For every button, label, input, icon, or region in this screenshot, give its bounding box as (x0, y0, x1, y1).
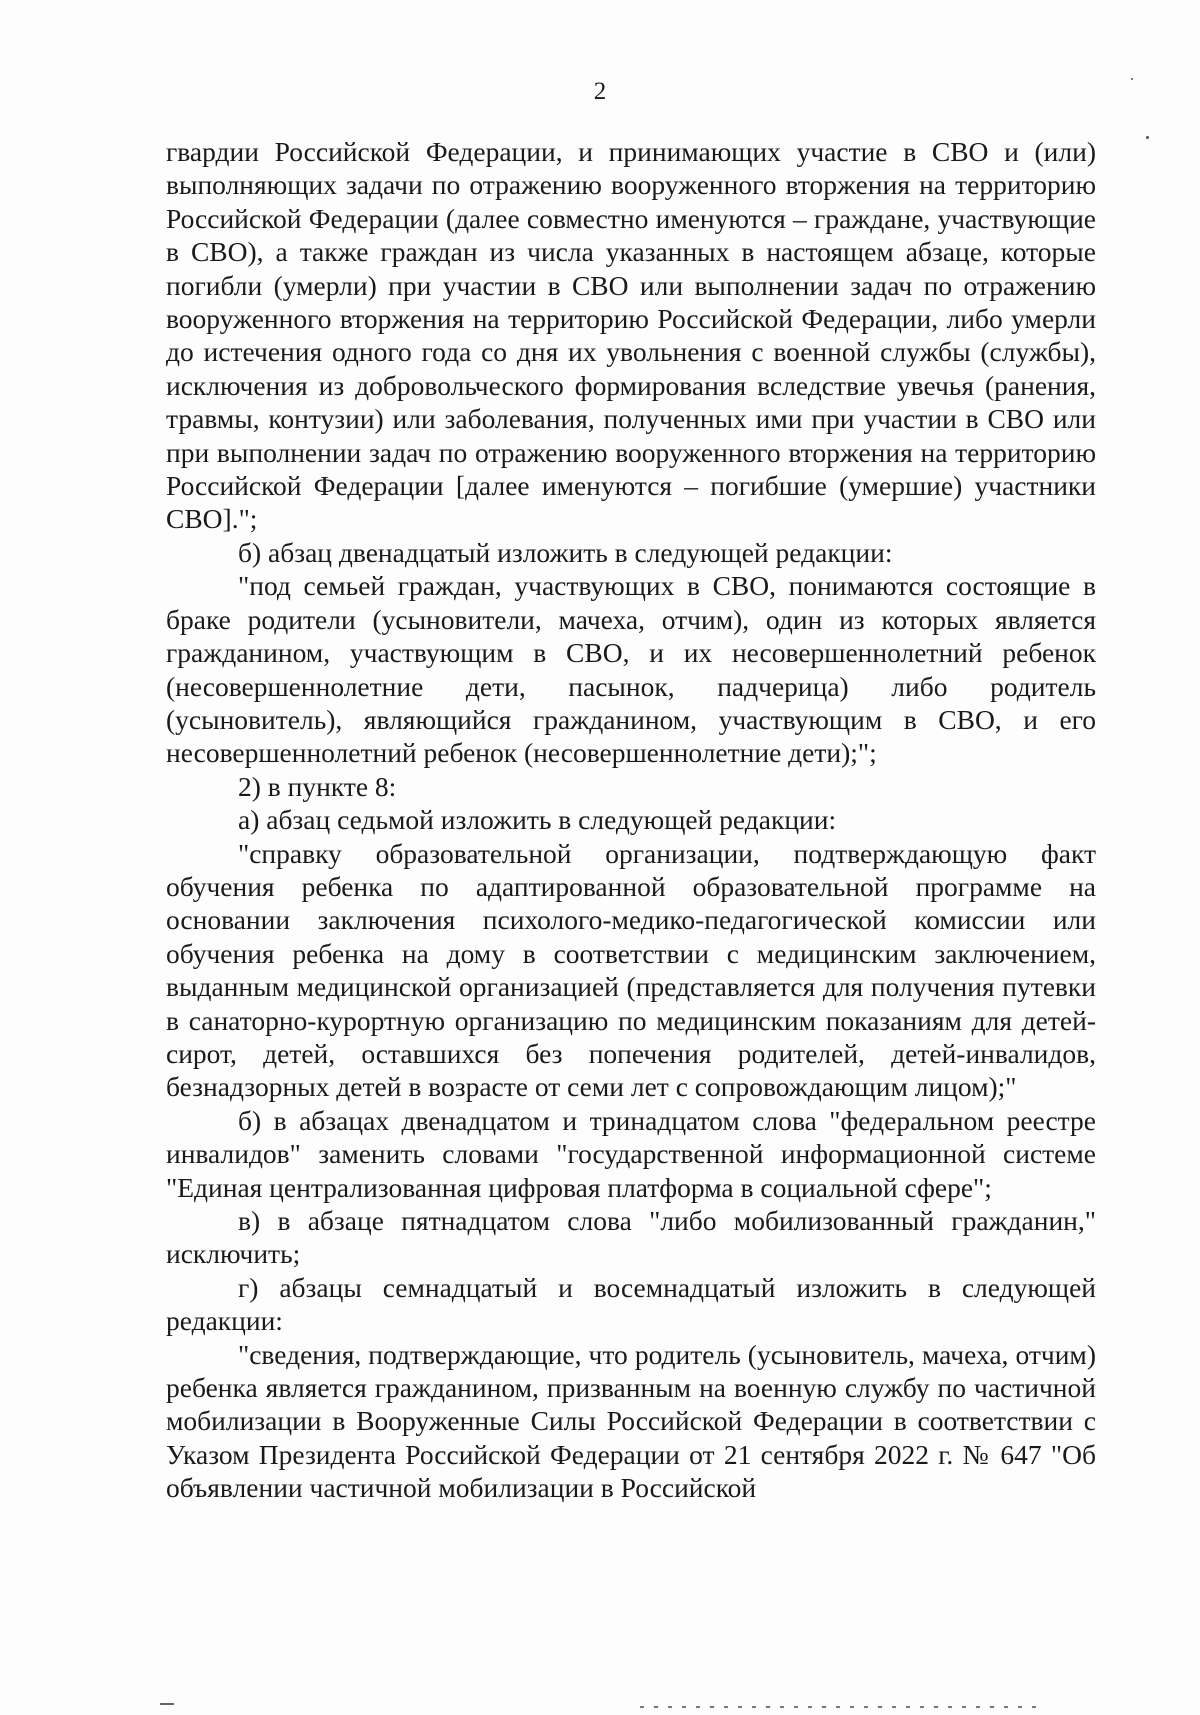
paragraph: "справку образовательной организации, подтверждающую факт обучения ребенка по адаптированной образовательной программе на основании заключения психолого-медико-педагогической комиссии или обучения ребенка на дому в соответствии с медицинским заключением, выданным медицинской организацией (представляется для получения путевки в санаторно-курортную организацию по медицинским показаниям для детей-сирот, детей, оставшихся без попечения родителей, детей-инвалидов, безнадзорных детей в возрасте от семи лет с сопровождающим лицом);" (166, 837, 1096, 1103)
scan-edge-mark (160, 1703, 174, 1705)
paragraph: б) абзац двенадцатый изложить в следующей редакции: (238, 536, 893, 568)
document-body (166, 135, 1096, 1505)
paragraph: а) абзац седьмой изложить в следующей редакции: (238, 804, 837, 836)
paragraph: б) в абзацах двенадцатом и тринадцатом слова "федеральном реестре инвалидов" заменить словами "государственной информационной системе "Единая централизованная цифровая платформа в социальной сфере"; (166, 1104, 1096, 1203)
paragraph: в) в абзаце пятнадцатом слова "либо мобилизованный гражданин," исключить; (166, 1205, 1096, 1270)
paragraph: г) абзацы семнадцатый и восемнадцатый изложить в следующей редакции: (166, 1271, 1096, 1337)
scan-edge-mark (640, 1706, 1040, 1708)
paragraph: "сведения, подтверждающие, что родитель (усыновитель, мачеха, отчим) ребенка является гражданином, призванным на военную службу по частичной мобилизации в Вооруженные Силы Российской Федерации в соответствии с Указом Президента Российской Федерации от 21 сентября 2022 г. № 647 "Об объявлении частичной мобилизации в Российской (166, 1338, 1096, 1504)
scan-speck (1146, 136, 1149, 139)
scan-speck (1131, 78, 1133, 80)
paragraph: "под семьей граждан, участвующих в СВО, понимаются состоящие в браке родители (усыновители, мачеха, отчим), один из которых является гражданином, участвующим в СВО, и их несовершеннолетний ребенок (несовершеннолетние дети, пасынок, падчерица) либо родитель (усыновитель), являющийся гражданином, участвующим в СВО, и его несовершеннолетний ребенок (несовершеннолетние дети);"; (166, 570, 1096, 769)
paragraph: 2) в пункте 8: (238, 770, 397, 802)
page-number: 2 (593, 78, 607, 105)
paragraph: гвардии Российской Федерации, и принимающих участие в СВО и (или) выполняющих задачи по отражению вооруженного вторжения на территорию Российской Федерации (далее совместно именуются – граждане, участвующие в СВО), а также граждан из числа указанных в настоящем абзаце, которые погибли (умерли) при участии в СВО или выполнении задач по отражению вооруженного вторжения на территорию Российской Федерации, либо умерли до истечения одного года со дня их увольнения с военной службы (службы), исключения из добровольческого формирования вследствие увечья (ранения, травмы, контузии) или заболевания, полученных ими при участии в СВО или при выполнении задач по отражению вооруженного вторжения на территорию Российской Федерации [далее именуются – погибшие (умершие) участники СВО]."; (166, 136, 1096, 535)
